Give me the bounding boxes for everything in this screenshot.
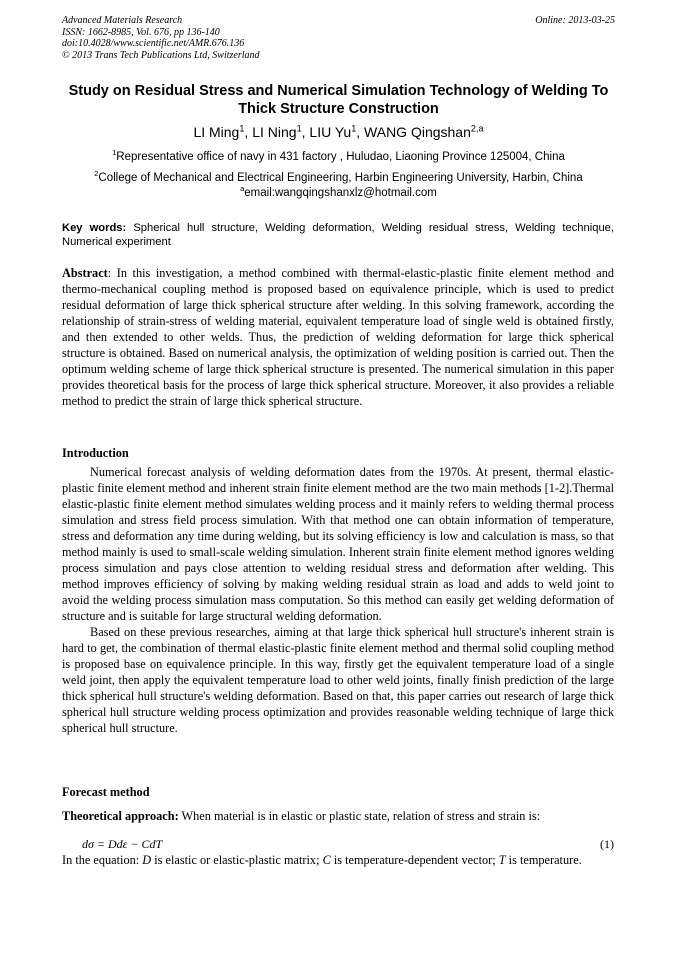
equation-number: (1) — [600, 837, 614, 851]
journal-header — [62, 15, 260, 61]
paragraph: Based on these previous researches, aiming at that large thick spherical hull structure's inherent strain is hard to get, the combination of thermal elastic-plastic finite element method and thermal solid coupling method is proposed base on equivalence principle. In this way, firstly get the equivalent temperature load of a single weld joint, then apply the equivalent temperature load to other weld joints, finally finish prediction of the large thick spherical hull structure's welding deformation. Based on that, this paper carries out research of large thick spherical hull structure welding process optimization and provides reasonable welding technique of large thick spherical hull structure. — [62, 625, 614, 735]
author: LI Ning$^1$, — [252, 123, 310, 140]
paragraph: Numerical forecast analysis of welding deformation dates from the 1970s. At present, thermal elastic-plastic finite element method and inherent strain finite element method are the two main methods [1-2].Thermal elastic-plastic finite element method simulates welding process and it mainly refers to welding thermal process simulation and stress field process simulation. With that method one can obtain information of temperature, stress and deformation any time during welding, but its solving efficiency is low and calculation is mass, so that method mainly is used to small-scale welding simulation. Inherent strain finite element method ignores welding process simulation and pays close attention to welding residual stress and deformation after welding. This method improves efficiency of solving by making welding residual strain as load and adds to weld joint to avoid the welding process simulation mass computation. So this method can easily get welding deformation of structure and is suitable for large structural welding deformation. — [62, 465, 614, 623]
author: WANG Qingshan$^{2,a}$ — [364, 123, 484, 140]
abstract-text: : In this investigation, a method combined with thermal-elastic-plastic finite element method and thermo-mechanical coupling method is proposed based on equivalence principle, which is used to predict residual deformation of large thick spherical structure after welding. In this solving framework, according the relationship of strain-stress of welding material, equivalent temperature load of single weld is obtained firstly, and then extended to other welds. Thus, the prediction of welding deformation for large thick spherical structure is obtained. Based on numerical analysis, the optimization of welding position is carried out. Then the optimum welding scheme of large thick spherical structure is presented. The numerical simulation in this paper provides theoretical basis for the process of large thick spherical structure. Moreover, it also provides a reliable method to predict the strain of large thick spherical structure. — [62, 266, 614, 408]
online-date: Online: 2013-03-25 — [535, 15, 615, 26]
author: LIU Yu$^1$, — [309, 123, 365, 140]
abstract — [62, 265, 614, 409]
keywords — [62, 221, 614, 249]
subheading: Theoretical approach: — [62, 809, 179, 823]
equation-explanation: In the equation: D is elastic or elastic-plastic matrix; C is temperature-dependent vector; T is temperature. — [62, 853, 582, 867]
theoretical-approach: Theoretical approach: When material is in elastic or plastic state, relation of stress and strain is: — [62, 809, 541, 823]
doi-line: doi:10.4028/www.scientific.net/AMR.676.136 — [62, 38, 245, 49]
equation-1: dσ = Ddε − CdT — [82, 837, 163, 851]
abstract-label: Abstract — [62, 266, 108, 280]
affiliation-1: $^1$Representative office of navy in 431 factory , Huludao, Liaoning Province 125004, China — [112, 148, 565, 163]
section-heading-forecast: Forecast method — [62, 785, 150, 799]
introduction-body — [62, 464, 614, 736]
author-list — [62, 124, 615, 141]
issn-line: ISSN: 1662-8985, Vol. 676, pp 136-140 — [62, 26, 220, 38]
section-heading-introduction: Introduction — [62, 446, 129, 460]
author: LI Ming$^1$, — [193, 123, 253, 140]
paper-title: Study on Residual Stress and Numerical Simulation Technology of Welding To Thick Structure Construction — [68, 83, 609, 117]
copyright-line: © 2013 Trans Tech Publications Ltd, Switzerland — [62, 49, 260, 61]
keywords-text: Spherical hull structure, Welding deformation, Welding residual stress, Welding technique, Numerical experiment — [62, 222, 615, 248]
email: $^a$email:wangqingshanxlz@hotmail.com — [240, 184, 437, 199]
affiliation-2: $^2$College of Mechanical and Electrical Engineering, Harbin Engineering University, Harbin, China — [94, 169, 583, 184]
keywords-label: Key words: — [62, 222, 127, 234]
journal-name: Advanced Materials Research — [62, 15, 183, 26]
